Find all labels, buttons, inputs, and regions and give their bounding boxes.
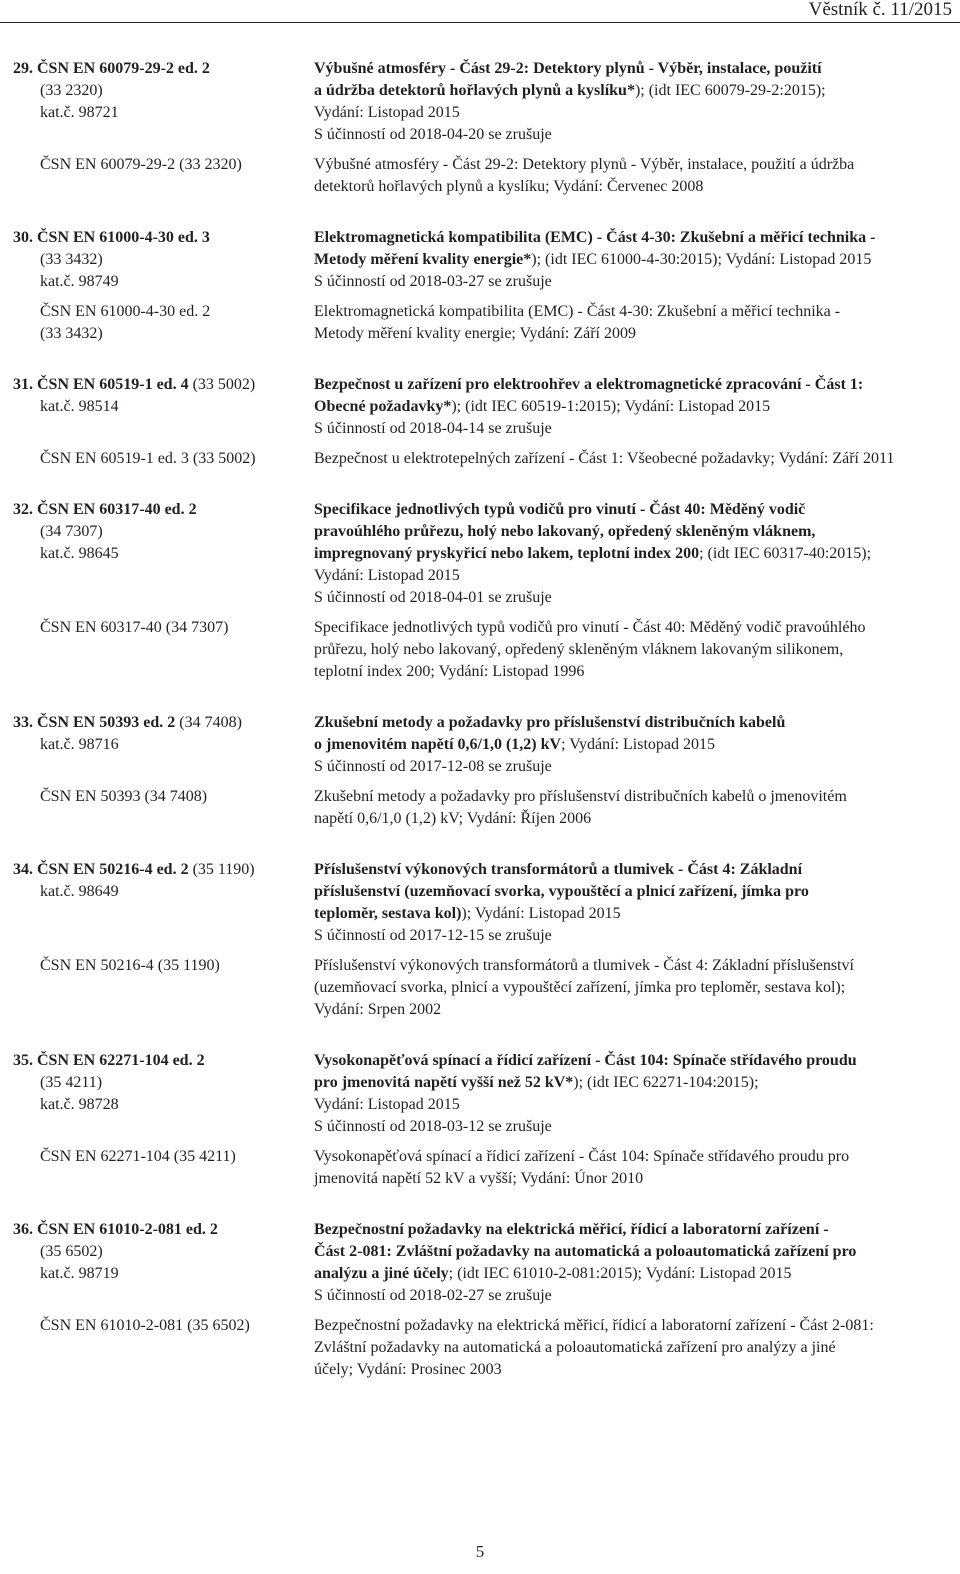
entry-number: 36.	[13, 1221, 33, 1238]
title-line: impregnovaný pryskyřicí nebo lakem, teplotní index 200	[314, 545, 700, 562]
replaced-standard	[0, 1315, 960, 1381]
title-line: příslušenství (uzemňovací svorka, vypouštěcí a plnicí zařízení, jímka pro	[314, 883, 809, 900]
standard-entry	[0, 1050, 960, 1190]
title-line: analýzu a jiné účely	[314, 1265, 449, 1282]
replaced-standard	[0, 301, 960, 345]
title-tail: ); (idt IEC 62271-104:2015);	[573, 1074, 759, 1091]
new-standard-title	[306, 859, 946, 947]
class-code: (35 6502)	[40, 1243, 103, 1260]
standard-code: ČSN EN 60519-1 ed. 3 (33 5002)	[40, 450, 256, 467]
standards-list	[0, 58, 960, 1410]
replaced-standard-title	[306, 1315, 946, 1381]
replaced-standard-id	[0, 617, 306, 683]
new-standard-title	[306, 1050, 946, 1138]
standard-code: ČSN EN 50216-4 (35 1190)	[40, 957, 220, 974]
standard-code: ČSN EN 62271-104 ed. 2	[37, 1052, 205, 1069]
issue-date: Vydání: Listopad 2015	[314, 104, 460, 121]
replaced-standard-title	[306, 154, 946, 198]
class-code: (35 1190)	[188, 861, 255, 878]
replaced-standard	[0, 955, 960, 1021]
entry-number: 31.	[13, 376, 33, 393]
title-line: Specifikace jednotlivých typů vodičů pro vinutí - Část 40: Měděný vodič	[314, 501, 806, 518]
title-line: Metody měření kvality energie*	[314, 251, 532, 268]
standard-entry	[0, 227, 960, 345]
new-standard-title	[306, 227, 946, 293]
replaced-standard-title	[306, 617, 946, 683]
title-line: Výbušné atmosféry - Část 29-2: Detektory plynů - Výběr, instalace, použití	[314, 60, 822, 77]
validity-note: S účinností od 2018-04-01 se zrušuje	[314, 589, 552, 606]
standard-entry	[0, 859, 960, 1021]
new-standard-title	[306, 1219, 946, 1307]
replaced-standard	[0, 1146, 960, 1190]
title-tail: ); (idt IEC 60519-1:2015); Vydání: Listopad 2015	[451, 398, 771, 415]
title-line: Specifikace jednotlivých typů vodičů pro vinutí - Část 40: Měděný vodič pravoúhlého	[314, 619, 866, 636]
standard-code: ČSN EN 60079-29-2 (33 2320)	[40, 156, 242, 173]
class-code: (34 7408)	[175, 714, 242, 731]
standard-code: ČSN EN 61000-4-30 ed. 2	[40, 303, 211, 320]
new-standard	[0, 1050, 960, 1138]
title-line: Výbušné atmosféry - Část 29-2: Detektory plynů - Výběr, instalace, použití a údržba	[314, 156, 855, 173]
new-standard-title	[306, 499, 946, 609]
replaced-standard-id	[0, 448, 306, 470]
standard-code: ČSN EN 60519-1 ed. 4	[37, 376, 189, 393]
replaced-standard-id	[0, 1146, 306, 1190]
title-line: Vysokonapěťová spínací a řídicí zařízení - Část 104: Spínače střídavého proudu pro	[314, 1148, 850, 1165]
new-standard-id	[0, 1219, 306, 1307]
entry-number: 34.	[13, 861, 33, 878]
catalog-number: kat.č. 98728	[40, 1096, 119, 1113]
catalog-number: kat.č. 98721	[40, 104, 119, 121]
standard-code: ČSN EN 50393 (34 7408)	[40, 788, 208, 805]
title-tail: ; (idt IEC 61010-2-081:2015); Vydání: Listopad 2015	[448, 1265, 792, 1282]
title-line: Elektromagnetická kompatibilita (EMC) - Část 4-30: Zkušební a měřicí technika -	[314, 303, 841, 320]
standard-entry	[0, 712, 960, 830]
title-tail: ; Vydání: Listopad 2015	[561, 736, 716, 753]
title-line: průřezu, holý nebo lakovaný, opředený skleněným vláknem lakovaným silikonem,	[314, 641, 844, 658]
catalog-number: kat.č. 98716	[40, 736, 119, 753]
new-standard	[0, 227, 960, 293]
class-code: (34 7307)	[40, 523, 103, 540]
title-line: (uzemňovací svorka, plnicí a vypouštěcí zařízení, jímka pro teploměr, sestava kol);	[314, 979, 846, 996]
replaced-standard-title	[306, 786, 946, 830]
title-line: Obecné požadavky*	[314, 398, 452, 415]
replaced-standard-title	[306, 448, 946, 470]
standard-code: ČSN EN 62271-104 (35 4211)	[40, 1148, 236, 1165]
new-standard	[0, 1219, 960, 1307]
validity-note: S účinností od 2018-03-12 se zrušuje	[314, 1118, 552, 1135]
title-line: účely; Vydání: Prosinec 2003	[314, 1361, 502, 1378]
title-line: pro jmenovitá napětí vyšší než 52 kV*	[314, 1074, 574, 1091]
page-number: 5	[475, 1542, 485, 1561]
replaced-standard	[0, 786, 960, 830]
title-line: Příslušenství výkonových transformátorů a tlumivek - Část 4: Základní	[314, 861, 803, 878]
title-line: pravoúhlého průřezu, holý nebo lakovaný, opředený skleněným vláknem,	[314, 523, 816, 540]
new-standard	[0, 859, 960, 947]
issue-date: Vydání: Listopad 2015	[314, 567, 460, 584]
new-standard-title	[306, 374, 946, 440]
new-standard-id	[0, 499, 306, 609]
catalog-number: kat.č. 98645	[40, 545, 119, 562]
replaced-standard-title	[306, 955, 946, 1021]
title-tail: ); (idt IEC 60079-29-2:2015);	[634, 82, 826, 99]
title-line: Vysokonapěťová spínací a řídicí zařízení - Část 104: Spínače střídavého proudu	[314, 1052, 857, 1069]
new-standard	[0, 712, 960, 778]
title-tail: ; (idt IEC 60317-40:2015);	[699, 545, 872, 562]
journal-title: Věstník č. 11/2015	[808, 0, 952, 20]
title-tail: ); (idt IEC 61000-4-30:2015); Vydání: Listopad 2015	[531, 251, 872, 268]
title-line: Bezpečnost u elektrotepelných zařízení - Část 1: Všeobecné požadavky; Vydání: Září 2011	[314, 450, 895, 467]
replaced-standard-id	[0, 154, 306, 198]
entry-number: 29.	[13, 60, 33, 77]
class-code: (33 3432)	[40, 325, 103, 342]
standard-entry	[0, 374, 960, 470]
title-tail: ); Vydání: Listopad 2015	[461, 905, 621, 922]
title-line: a údržba detektorů hořlavých plynů a kyslíku*	[314, 82, 635, 99]
new-standard-title	[306, 58, 946, 146]
standard-code: ČSN EN 50393 ed. 2	[37, 714, 176, 731]
new-standard-id	[0, 1050, 306, 1138]
replaced-standard-title	[306, 1146, 946, 1190]
standard-code: ČSN EN 50216-4 ed. 2	[37, 861, 189, 878]
replaced-standard-id	[0, 786, 306, 830]
validity-note: S účinností od 2017-12-08 se zrušuje	[314, 758, 552, 775]
title-line: teplotní index 200; Vydání: Listopad 1996	[314, 663, 585, 680]
header-rule	[0, 22, 960, 23]
standard-code: ČSN EN 60317-40 (34 7307)	[40, 619, 229, 636]
new-standard-id	[0, 58, 306, 146]
new-standard-id	[0, 374, 306, 440]
new-standard	[0, 58, 960, 146]
title-line: Elektromagnetická kompatibilita (EMC) - Část 4-30: Zkušební a měřicí technika -	[314, 229, 876, 246]
title-line: Zvláštní požadavky na automatická a poloautomatická zařízení pro analýzy a jiné	[314, 1339, 836, 1356]
standard-code: ČSN EN 60317-40 ed. 2	[37, 501, 197, 518]
replaced-standard-id	[0, 301, 306, 345]
standard-entry	[0, 58, 960, 198]
replaced-standard	[0, 617, 960, 683]
title-line: Příslušenství výkonových transformátorů a tlumivek - Část 4: Základní příslušenství	[314, 957, 854, 974]
standard-code: ČSN EN 61010-2-081 (35 6502)	[40, 1317, 250, 1334]
standard-entry	[0, 499, 960, 683]
standard-code: ČSN EN 61000-4-30 ed. 3	[37, 229, 210, 246]
validity-note: S účinností od 2018-04-20 se zrušuje	[314, 126, 552, 143]
new-standard-id	[0, 859, 306, 947]
replaced-standard	[0, 154, 960, 198]
standard-code: ČSN EN 60079-29-2 ed. 2	[37, 60, 210, 77]
replaced-standard-id	[0, 955, 306, 1021]
validity-note: S účinností od 2018-04-14 se zrušuje	[314, 420, 552, 437]
class-code: (33 3432)	[40, 251, 103, 268]
replaced-standard-title	[306, 301, 946, 345]
new-standard	[0, 374, 960, 440]
title-line: Bezpečnostní požadavky na elektrická měřicí, řídicí a laboratorní zařízení - Část 2-081:	[314, 1317, 874, 1334]
title-line: Bezpečnost u zařízení pro elektroohřev a elektromagnetické zpracování - Část 1:	[314, 376, 864, 393]
new-standard	[0, 499, 960, 609]
title-line: Bezpečnostní požadavky na elektrická měřicí, řídicí a laboratorní zařízení -	[314, 1221, 829, 1238]
catalog-number: kat.č. 98749	[40, 273, 119, 290]
class-code: (35 4211)	[40, 1074, 103, 1091]
standard-code: ČSN EN 61010-2-081 ed. 2	[37, 1221, 218, 1238]
replaced-standard-id	[0, 1315, 306, 1381]
class-code: (33 2320)	[40, 82, 103, 99]
entry-number: 33.	[13, 714, 33, 731]
title-line: Vydání: Srpen 2002	[314, 1001, 442, 1018]
title-line: Metody měření kvality energie; Vydání: Září 2009	[314, 325, 636, 342]
replaced-standard	[0, 448, 960, 470]
entry-number: 35.	[13, 1052, 33, 1069]
entry-number: 30.	[13, 229, 33, 246]
catalog-number: kat.č. 98649	[40, 883, 119, 900]
new-standard-id	[0, 712, 306, 778]
title-line: napětí 0,6/1,0 (1,2) kV; Vydání: Říjen 2006	[314, 810, 592, 827]
title-line: Část 2-081: Zvláštní požadavky na automatická a poloautomatická zařízení pro	[314, 1243, 857, 1260]
new-standard-title	[306, 712, 946, 778]
new-standard-id	[0, 227, 306, 293]
class-code: (33 5002)	[188, 376, 256, 393]
entry-number: 32.	[13, 501, 33, 518]
title-line: teploměr, sestava kol)	[314, 905, 462, 922]
issue-date: Vydání: Listopad 2015	[314, 1096, 460, 1113]
validity-note: S účinností od 2017-12-15 se zrušuje	[314, 927, 552, 944]
title-line: Zkušební metody a požadavky pro příslušenství distribučních kabelů	[314, 714, 786, 731]
title-line: o jmenovitém napětí 0,6/1,0 (1,2) kV	[314, 736, 562, 753]
title-line: jmenovitá napětí 52 kV a vyšší; Vydání: Únor 2010	[314, 1170, 644, 1187]
validity-note: S účinností od 2018-03-27 se zrušuje	[314, 273, 552, 290]
catalog-number: kat.č. 98719	[40, 1265, 119, 1282]
standard-entry	[0, 1219, 960, 1381]
validity-note: S účinností od 2018-02-27 se zrušuje	[314, 1287, 552, 1304]
catalog-number: kat.č. 98514	[40, 398, 119, 415]
title-line: Zkušební metody a požadavky pro příslušenství distribučních kabelů o jmenovitém	[314, 788, 847, 805]
title-line: detektorů hořlavých plynů a kyslíku; Vydání: Červenec 2008	[314, 178, 704, 195]
